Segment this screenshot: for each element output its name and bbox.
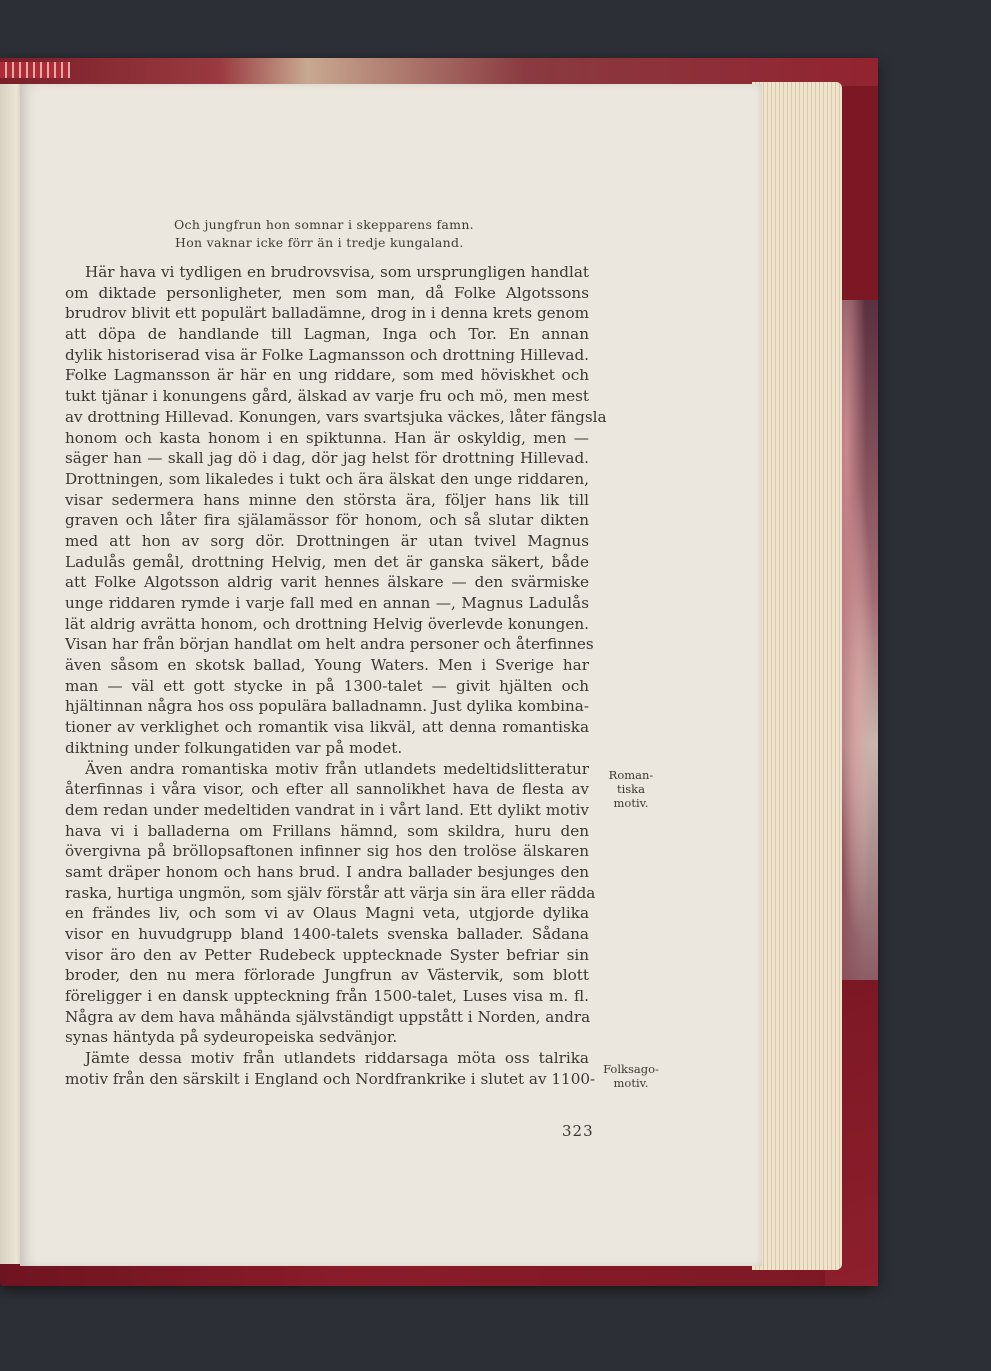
margin-note-line: Roman- [608, 768, 654, 782]
text-line: man — väl ett gott stycke in på 1300-talet — givit hjälten och [65, 676, 589, 695]
verse-line: Och jungfrun hon somnar i skepparens famn. [174, 217, 474, 232]
text-line: Jämte dessa motiv från utlandets riddarsaga möta oss talrika [85, 1049, 589, 1068]
margin-note-line: tiska [616, 782, 646, 796]
text-line: dem redan under medeltiden vandrat in i vårt land. Ett dylikt motiv [65, 800, 589, 819]
body-text [65, 262, 607, 1090]
verse-quote [174, 216, 504, 252]
text-line: dylik historiserad visa är Folke Lagmansson och drottning Hillevad. [65, 345, 589, 364]
text-line: diktning under folkungatiden var på modet. [65, 738, 403, 757]
margin-note-line: Folksago- [603, 1062, 659, 1076]
page-edges [752, 82, 842, 1270]
margin-note-line: motiv. [613, 1076, 649, 1090]
text-line: säger han — skall jag dö i dag, dör jag helst för drottning Hillevad. [65, 449, 589, 468]
text-line: graven och låter fira själamässor för honom, och så slutar dikten [65, 511, 589, 530]
text-line: raska, hurtiga ungmön, som själv förstår att värja sin ära eller rädda [65, 883, 596, 902]
text-line: visor äro den av Petter Rudebeck upptecknade Syster befriar sin [65, 945, 589, 964]
text-line: övergivna på bröllopsaftonen infinner sig hos den trolöse älskaren [65, 842, 589, 861]
text-line: Visan har från början handlat om helt andra personer och återfinnes [65, 635, 594, 654]
text-line: motiv från den särskilt i England och Nordfrankrike i slutet av 1100- [65, 1069, 596, 1088]
margin-note-romantiska-motiv [601, 768, 661, 810]
text-line: även såsom en skotsk ballad, Young Waters. Men i Sverige har [65, 656, 589, 675]
text-line: hava vi i balladerna om Frillans hämnd, som skildra, huru den [65, 821, 589, 840]
text-line: Folke Lagmansson är här en ung riddare, som med höviskhet och [65, 366, 589, 385]
text-line: visor en huvudgrupp bland 1400-talets svenska ballader. Sådana [65, 925, 589, 943]
text-line: lät aldrig avrätta honom, och drottning Helvig överlevde konungen. [65, 614, 589, 633]
text-line: samt dräper honom och hans brud. I andra ballader besjunges den [65, 862, 589, 881]
text-line: synas häntyda på sydeuropeiska sedvänjor. [65, 1028, 398, 1047]
text-line: hjältinnan några hos oss populära balladnamn. Just dylika kombina- [65, 697, 589, 716]
text-line: Ladulås gemål, drottning Helvig, men det är ganska säkert, både [65, 552, 589, 571]
text-line: tukt tjänar i konungens gård, älskad av varje fru och mö, men mest [65, 387, 589, 406]
margin-note-folksagomotiv [597, 1062, 665, 1090]
text-line: med att hon av sorg dör. Drottningen är utan tvivel Magnus [65, 531, 589, 550]
text-line: brudrov blivit ett populärt balladämne, drog in i denna krets genom [65, 304, 589, 323]
text-line: Här hava vi tydligen en brudrovsvisa, som ursprungligen handlat [85, 263, 589, 281]
text-line: att döpa de handlande till Lagman, Inga och Tor. En annan [65, 325, 589, 344]
text-line: honom och kasta honom i en spiktunna. Han är oskyldig, men — [65, 428, 589, 447]
spine-edge [0, 62, 70, 78]
text-line: unge riddaren rymde i varje fall med en annan —, Magnus Ladulås [65, 594, 589, 612]
margin-note-line: motiv. [613, 796, 649, 810]
cover-top-edge [0, 58, 878, 86]
text-line: en frändes liv, och som vi av Olaus Magni veta, utgjorde dylika [65, 904, 589, 923]
text-line: om diktade personligheter, men som man, då Folke Algotssons [65, 283, 589, 302]
text-line: föreligger i en dansk uppteckning från 1500-talet, Luses visa m. fl. [65, 987, 589, 1006]
text-line: att Folke Algotsson aldrig varit hennes älskare — den svärmiske [65, 573, 589, 592]
text-line: återfinnas i våra visor, och efter all sannolikhet hava de flesta av [65, 780, 589, 799]
text-line: Några av dem hava måhända självständigt uppstått i Norden, andra [65, 1007, 591, 1026]
text-line: Drottningen, som likaledes i tukt och ära älskat den unge riddaren, [65, 469, 589, 488]
text-line: Även andra romantiska motiv från utlandets medeltidslitteratur [85, 759, 589, 778]
text-line: av drottning Hillevad. Konungen, vars svartsjuka väckes, låter fängsla [65, 407, 607, 426]
verse-line: Hon vaknar icke förr än i tredje kungaland. [175, 235, 464, 250]
page-number: 323 [562, 1122, 594, 1140]
text-line: visar sedermera hans minne den största ära, följer hans lik till [65, 490, 589, 509]
text-line: broder, den nu mera förlorade Jungfrun av Västervik, som blott [65, 966, 589, 985]
text-line: tioner av verklighet och romantik visa likväl, att denna romantiska [65, 718, 589, 737]
